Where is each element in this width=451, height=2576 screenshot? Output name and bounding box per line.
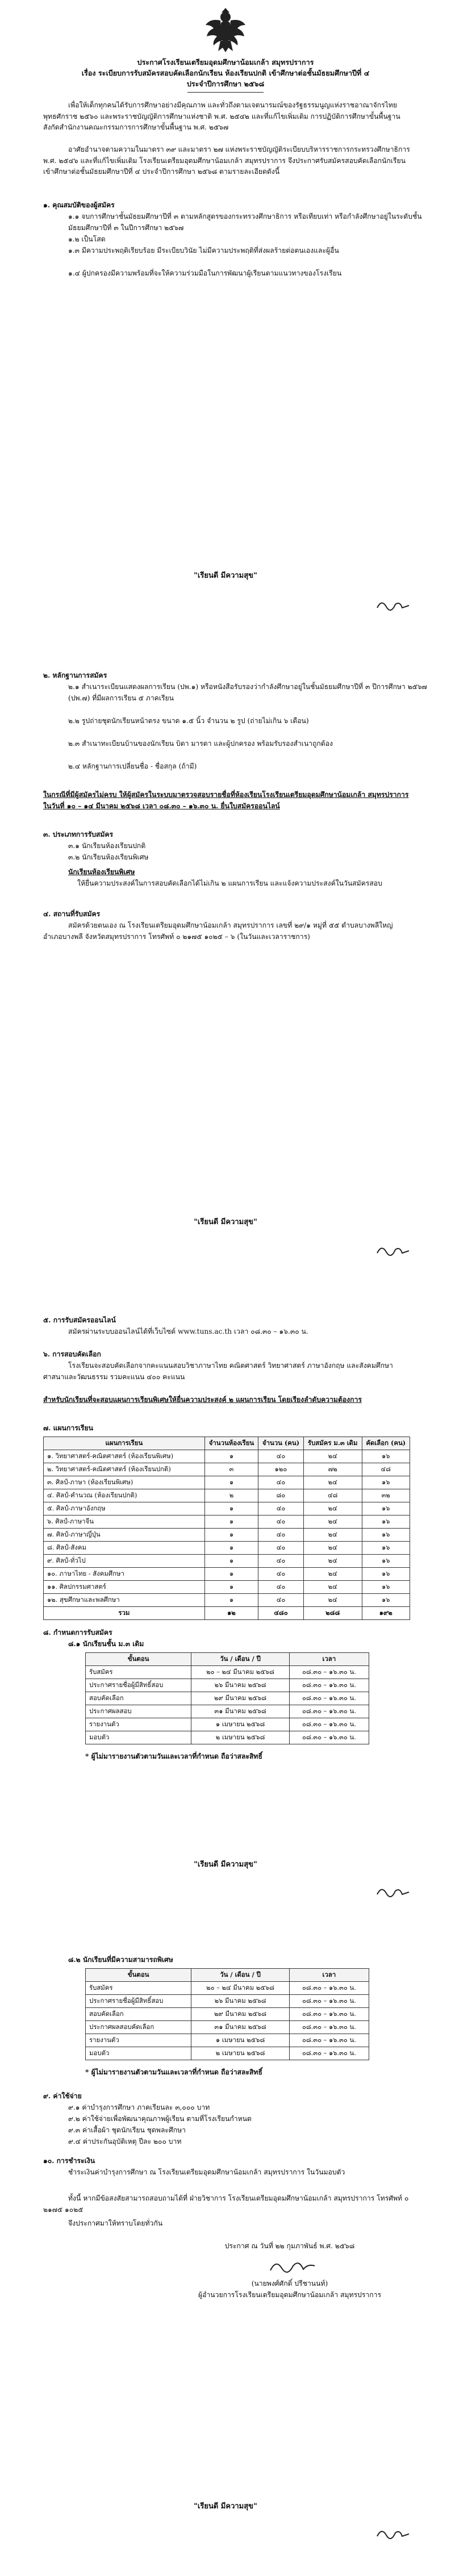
- table-cell: ๐๘.๓๐ – ๑๖.๓๐ น.: [289, 1982, 369, 1995]
- table-cell: ๐๘.๓๐ – ๑๖.๓๐ น.: [289, 1705, 369, 1718]
- table-row: [86, 2008, 369, 2021]
- plan-table: [43, 1437, 410, 1620]
- table-cell: ๑๖: [362, 1502, 410, 1515]
- table-row: [86, 1731, 369, 1744]
- table-row: [86, 1679, 369, 1692]
- table-row: [86, 2047, 369, 2060]
- table-cell: ๑๖: [362, 1568, 410, 1581]
- column-header: วัน / เดือน / ปี: [191, 1969, 289, 1982]
- section-1-item: ๑.๓ มีความประพฤติเรียบร้อย มีระเบียบวินัย ไม่มีความประพฤติที่ส่งผลร้ายต่อตนเองและผู้อื่น: [68, 247, 339, 254]
- table-cell: ๑๖: [362, 1529, 410, 1542]
- table-cell: ๑: [204, 1581, 258, 1594]
- section-3-note: ให้ยื่นความประสงค์ในการสอบคัดเลือกได้ไม่เกิน ๒ แผนการเรียน และแจ้งความประสงค์ในวันสมัครสอบ: [77, 879, 382, 887]
- table-cell: ๒๔: [303, 1581, 362, 1594]
- closing-paragraph: ทั้งนี้ หากมีข้อสงสัยสามารถสอบถามได้ที่ ฝ่ายวิชาการ โรงเรียนเตรียมอุดมศึกษาน้อมเกล้า สมุทรปราการ โทรศัพท์ ๐ ๒๑๗๕ ๑๐๒๕: [43, 2194, 409, 2214]
- section-4-title: ๔. สถานที่รับสมัคร: [43, 910, 101, 918]
- table-cell: ๑: [204, 1476, 258, 1489]
- section-9-item: ๙.๑ ค่าบำรุงการศึกษา ภาคเรียนละ ๓,๐๐๐ บาท: [68, 2103, 210, 2111]
- table-row: [44, 1463, 410, 1476]
- table-total-row: [44, 1607, 410, 1620]
- table-cell: รับสมัคร: [86, 1982, 191, 1995]
- table-row: [44, 1542, 410, 1555]
- notice-text: ในกรณีที่มีผู้สมัครไม่ครบ ให้ผู้สมัครในระบบมาตรวจสอบรายชื่อที่ห้องเรียนโรงเรียนเตรียมอุดมศึกษาน้อมเกล้า สมุทรปราการ ในวันที่ ๑๐ – ๑๔ มีนาคม ๒๕๖๘ เวลา ๐๘.๓๐ – ๑๖.๓๐ น. ยื่นใบสมัครออนไลน์: [43, 791, 409, 810]
- section-9-item: ๙.๓ ค่าเสื้อผ้า ชุดนักเรียน ชุดพละศึกษา: [68, 2126, 186, 2134]
- column-header: จำนวนห้องเรียน: [204, 1437, 258, 1450]
- schedule-2-subtitle: ๘.๒ นักเรียนที่มีความสามารถพิเศษ: [68, 1956, 173, 1964]
- table-row: [44, 1450, 410, 1463]
- table-cell: ๓๑ มีนาคม ๒๕๖๘: [191, 2021, 289, 2034]
- section-3-item: ๓.๑ นักเรียนห้องเรียนปกติ: [68, 842, 146, 850]
- table-cell: ประกาศผลสอบ: [86, 1705, 191, 1718]
- column-header: รับสมัคร ม.๓ เดิม: [303, 1437, 362, 1450]
- table-cell: ๔. ศิลป์-คำนวณ (ห้องเรียนปกติ): [44, 1489, 205, 1502]
- table-row: [86, 1718, 369, 1731]
- table-cell: ๒๔: [303, 1555, 362, 1568]
- table-cell: ๑๑. ศิลปกรรมศาสตร์: [44, 1581, 205, 1594]
- section-9-title: ๙. ค่าใช้จ่าย: [43, 2092, 82, 2100]
- table-cell: ๒. วิทยาศาสตร์-คณิตศาสตร์ (ห้องเรียนปกติ): [44, 1463, 205, 1476]
- table-cell: ๔๐: [258, 1594, 304, 1607]
- table-row: [86, 1982, 369, 1995]
- table-cell: รายงานตัว: [86, 2034, 191, 2047]
- section-2-item: ๒.๔ หลักฐานการเปลี่ยนชื่อ - ชื่อสกุล (ถ้ามี): [68, 762, 197, 770]
- table-row: [86, 2034, 369, 2047]
- director-signature: [267, 2256, 318, 2276]
- section-2-title: ๒. หลักฐานการสมัคร: [43, 671, 107, 679]
- table-cell: ๓๒: [362, 1489, 410, 1502]
- section-1-item: ๑.๒ เป็นโสด: [68, 235, 106, 243]
- table-row: [44, 1476, 410, 1489]
- table-cell: ๔๐: [258, 1476, 304, 1489]
- table-cell: ๑๖: [362, 1476, 410, 1489]
- table-cell: สอบคัดเลือก: [86, 2008, 191, 2021]
- table-cell: ๐๘.๓๐ – ๑๖.๓๐ น.: [289, 1679, 369, 1692]
- table-row: [86, 1705, 369, 1718]
- table-header-row: [44, 1437, 410, 1450]
- schedule-1-subtitle: ๘.๑ นักเรียนชั้น ม.๓ เดิม: [68, 1640, 144, 1648]
- section-10-title: ๑๐. การชำระเงิน: [43, 2157, 95, 2165]
- table-cell: ๒๐ – ๒๔ มีนาคม ๒๕๖๘: [191, 1982, 289, 1995]
- table-cell: ๑: [204, 1450, 258, 1463]
- schedule-1-table: [85, 1652, 369, 1744]
- table-cell: ๑: [204, 1594, 258, 1607]
- table-cell: ๑๖: [362, 1542, 410, 1555]
- column-header: ขั้นตอน: [86, 1969, 191, 1982]
- table-cell: ๑: [204, 1529, 258, 1542]
- signature-mark: [375, 2525, 411, 2542]
- table-row: [86, 1666, 369, 1679]
- table-cell: ๑: [204, 1555, 258, 1568]
- table-cell: ๑ เมษายน ๒๕๖๘: [191, 1718, 289, 1731]
- table-cell: ๔๐: [258, 1502, 304, 1515]
- table-cell: ๒๔: [303, 1568, 362, 1581]
- table-cell: ๒๔: [303, 1594, 362, 1607]
- table-cell: ๑. วิทยาศาสตร์-คณิตศาสตร์ (ห้องเรียนพิเศษ): [44, 1450, 205, 1463]
- table-cell: ประกาศรายชื่อผู้มีสิทธิ์สอบ: [86, 1995, 191, 2008]
- section-10-text: ชำระเงินค่าบำรุงการศึกษา ณ โรงเรียนเตรียมอุดมศึกษาน้อมเกล้า สมุทรปราการ ในวันมอบตัว: [68, 2168, 345, 2176]
- table-cell: ๒๙ มีนาคม ๒๕๖๘: [191, 1692, 289, 1705]
- table-cell: ๐๘.๓๐ – ๑๖.๓๐ น.: [289, 1666, 369, 1679]
- page-4: [0, 1934, 451, 2576]
- section-2-item: ๒.๒ รูปถ่ายชุดนักเรียนหน้าตรง ขนาด ๑.๕ นิ้ว จำนวน ๒ รูป (ถ่ายไม่เกิน ๖ เดือน): [68, 717, 309, 725]
- section-3-item: ๓.๒ นักเรียนห้องเรียนพิเศษ: [68, 853, 149, 861]
- section-4-text: สมัครด้วยตนเอง ณ โรงเรียนเตรียมอุดมศึกษาน้อมเกล้า สมุทรปราการ เลขที่ ๒๙/๑ หมู่ที่ ๕๕ ตำบลบางพลีใหญ่ อำเภอบางพลี จังหวัดสมุทรปราการ โทรศัพท์ ๐ ๒๑๗๕ ๑๐๒๕ – ๖ (ในวันและเวลาราชการ): [43, 921, 393, 941]
- title-divider: [187, 92, 264, 93]
- table-header-row: [86, 1653, 369, 1666]
- column-header: เวลา: [289, 1653, 369, 1666]
- table-cell: ๐๘.๓๐ – ๑๖.๓๐ น.: [289, 1995, 369, 2008]
- motto: "เรียนดี มีความสุข": [194, 1218, 257, 1226]
- table-cell: ๑๖: [362, 1581, 410, 1594]
- section-5-title: ๕. การรับสมัครออนไลน์: [43, 1316, 116, 1324]
- signer-name: (นายพงศ์ศักดิ์ ปรีชานนท์): [251, 2279, 328, 2287]
- intro-paragraph-2: อาศัยอำนาจตามความในมาตรา ๓๙ และมาตรา ๒๗ แห่งพระราชบัญญัติระเบียบบริหารราชการกระทรวงศึกษาธิการ พ.ศ. ๒๕๔๖ และที่แก้ไขเพิ่มเติม โรงเรียนเตรียมอุดมศึกษาน้อมเกล้า สมุทรปราการ จึงประกาศรับสมัครสอบคัดเลือกนักเรียนเข้าศึกษาต่อชั้นมัธยมศึกษาปีที่ ๔ ประจำปีการศึกษา ๒๕๖๘ ตามรายละเอียดดังนี้: [43, 145, 410, 176]
- table-cell: ๐๘.๓๐ – ๑๖.๓๐ น.: [289, 2008, 369, 2021]
- table-cell: รวม: [44, 1607, 205, 1620]
- signature-mark: [375, 596, 411, 613]
- table-cell: รับสมัคร: [86, 1666, 191, 1679]
- table-cell: ๒๔: [303, 1542, 362, 1555]
- table-cell: ประกาศรายชื่อผู้มีสิทธิ์สอบ: [86, 1679, 191, 1692]
- table-cell: ๓๑ มีนาคม ๒๕๖๘: [191, 1705, 289, 1718]
- section-5-text: สมัครผ่านระบบออนไลน์ได้ที่เว็บไซต์ www.tuns.ac.th เวลา ๐๘.๓๐ – ๑๖.๓๐ น.: [68, 1327, 308, 1335]
- section-6-title: ๖. การสอบคัดเลือก: [43, 1350, 101, 1358]
- table-row: [44, 1594, 410, 1607]
- table-cell: ๑๐. ภาษาไทย - สังคมศึกษา: [44, 1568, 205, 1581]
- table-cell: ๐๘.๓๐ – ๑๖.๓๐ น.: [289, 2047, 369, 2060]
- section-1-item: ๑.๔ ผู้ปกครองมีความพร้อมที่จะให้ความร่วมมือในการพัฒนาผู้เรียนตามแนวทางของโรงเรียน: [68, 269, 342, 277]
- table-cell: ๒ เมษายน ๒๕๖๘: [191, 2047, 289, 2060]
- table-cell: ๑๒: [204, 1607, 258, 1620]
- table-cell: ๒๔: [303, 1515, 362, 1529]
- signature-mark: [375, 1883, 411, 1900]
- page-3: [0, 1292, 451, 1934]
- table-cell: ๔๘๐: [258, 1607, 304, 1620]
- table-cell: ๕. ศิลป์-ภาษาอังกฤษ: [44, 1502, 205, 1515]
- table-cell: ๒ เมษายน ๒๕๖๘: [191, 1731, 289, 1744]
- table-cell: ๑: [204, 1502, 258, 1515]
- table-header-row: [86, 1969, 369, 1982]
- motto: "เรียนดี มีความสุข": [194, 571, 257, 580]
- section-9-item: ๙.๒ ค่าใช้จ่ายเพื่อพัฒนาคุณภาพผู้เรียน ตามที่โรงเรียนกำหนด: [68, 2115, 252, 2123]
- table-cell: ๓. ศิลป์-ภาษา (ห้องเรียนพิเศษ): [44, 1476, 205, 1489]
- table-row: [86, 1692, 369, 1705]
- table-cell: มอบตัว: [86, 2047, 191, 2060]
- table-cell: ๑: [204, 1568, 258, 1581]
- table-row: [44, 1568, 410, 1581]
- table-cell: ๙. ศิลป์-ทั่วไป: [44, 1555, 205, 1568]
- column-header: ขั้นตอน: [86, 1653, 191, 1666]
- motto: "เรียนดี มีความสุข": [194, 2502, 257, 2511]
- date-line: ประกาศ ณ วันที่ ๒๒ กุมภาพันธ์ พ.ศ. ๒๕๖๘: [224, 2242, 355, 2250]
- table-cell: ประกาศผลสอบคัดเลือก: [86, 2021, 191, 2034]
- section-1-item: ๑.๑ จบการศึกษาชั้นมัธยมศึกษาปีที่ ๓ ตามหลักสูตรของกระทรวงศึกษาธิการ หรือเทียบเท่า หรือกำลังศึกษาอยู่ในระดับชั้นมัธยมศึกษาปีที่ ๓ ในปีการศึกษา ๒๕๖๗: [68, 212, 422, 232]
- table-row: [44, 1502, 410, 1515]
- column-header: จำนวน (คน): [258, 1437, 304, 1450]
- section-1-title: ๑. คุณสมบัติของผู้สมัคร: [43, 201, 115, 209]
- section-3-title: ๓. ประเภทการรับสมัคร: [43, 830, 114, 838]
- table-cell: ๐๘.๓๐ – ๑๖.๓๐ น.: [289, 1731, 369, 1744]
- motto: "เรียนดี มีความสุข": [194, 1860, 257, 1869]
- section-3-note-title: นักเรียนห้องเรียนพิเศษ: [68, 868, 135, 876]
- table-cell: ๑๒. สุขศึกษาและพลศึกษา: [44, 1594, 205, 1607]
- table-cell: ๒: [204, 1489, 258, 1502]
- table-cell: ๔๘: [362, 1463, 410, 1476]
- table-cell: ๔๐: [258, 1515, 304, 1529]
- table-cell: ๐๘.๓๐ – ๑๖.๓๐ น.: [289, 2021, 369, 2034]
- table-cell: มอบตัว: [86, 1731, 191, 1744]
- table-cell: ๑๖: [362, 1450, 410, 1463]
- table-cell: ๔๐: [258, 1542, 304, 1555]
- document-title: ประกาศโรงเรียนเตรียมอุดมศึกษาน้อมเกล้า สมุทรปราการ: [137, 58, 314, 66]
- table-cell: ๐๘.๓๐ – ๑๖.๓๐ น.: [289, 2034, 369, 2047]
- garuda-emblem: [204, 8, 247, 52]
- table-cell: ๗๒: [303, 1463, 362, 1476]
- schedule-1-note: * ผู้ไม่มารายงานตัวตามวันและเวลาที่กำหนด ถือว่าสละสิทธิ์: [85, 1752, 262, 1760]
- schedule-title: ๘. กำหนดการรับสมัคร: [43, 1629, 112, 1636]
- column-header: แผนการเรียน: [44, 1437, 205, 1450]
- closing-line: จึงประกาศมาให้ทราบโดยทั่วกัน: [68, 2219, 163, 2227]
- schedule-2-table: [85, 1968, 369, 2060]
- column-header: คัดเลือก (คน): [362, 1437, 410, 1450]
- table-row: [86, 2021, 369, 2034]
- table-cell: ๒๙ มีนาคม ๒๕๖๘: [191, 2008, 289, 2021]
- table-row: [86, 1995, 369, 2008]
- table-cell: รายงานตัว: [86, 1718, 191, 1731]
- page-1: [0, 0, 451, 648]
- table-cell: ๐๘.๓๐ – ๑๖.๓๐ น.: [289, 1692, 369, 1705]
- table-cell: ๑๖: [362, 1555, 410, 1568]
- table-cell: ๒๘๘: [303, 1607, 362, 1620]
- table-cell: ๑: [204, 1542, 258, 1555]
- column-header: วัน / เดือน / ปี: [191, 1653, 289, 1666]
- table-row: [44, 1529, 410, 1542]
- table-cell: ๑๖: [362, 1594, 410, 1607]
- plan-table-title: ๗. แผนการเรียน: [43, 1424, 93, 1432]
- section-6-note: สำหรับนักเรียนที่จะสอบแผนการเรียนพิเศษให้ยื่นความประสงค์ ๒ แผนการเรียน โดยเรียงลำดับความต้องการ: [43, 1396, 362, 1404]
- table-cell: ๒๖ มีนาคม ๒๕๖๘: [191, 1995, 289, 2008]
- intro-paragraph-1: เพื่อให้เด็กทุกคนได้รับการศึกษาอย่างมีคุณภาพ และทั่วถึงตามเจตนารมณ์ของรัฐธรรมนูญแห่งราชอาณาจักรไทย พุทธศักราช ๒๕๖๐ และพระราชบัญญัติการศึกษาแห่งชาติ พ.ศ. ๒๕๔๒ และที่แก้ไขเพิ่มเติม การปฏิบัติการศึกษาขั้นพื้นฐานสังกัดสำนักงานคณะกรรมการการศึกษาขั้นพื้นฐาน พ.ศ. ๒๕๖๗: [43, 101, 400, 131]
- table-row: [44, 1555, 410, 1568]
- table-cell: ๖. ศิลป์-ภาษาจีน: [44, 1515, 205, 1529]
- table-cell: ๓: [204, 1463, 258, 1476]
- table-cell: ๐๘.๓๐ – ๑๖.๓๐ น.: [289, 1718, 369, 1731]
- table-row: [44, 1515, 410, 1529]
- schedule-2-note: * ผู้ไม่มารายงานตัวตามวันและเวลาที่กำหนด ถือว่าสละสิทธิ์: [85, 2068, 262, 2076]
- table-cell: ๔๘: [303, 1489, 362, 1502]
- table-cell: ๒๔: [303, 1529, 362, 1542]
- table-cell: ๑ เมษายน ๒๕๖๘: [191, 2034, 289, 2047]
- table-cell: ๒๐ – ๒๔ มีนาคม ๒๕๖๘: [191, 1666, 289, 1679]
- table-cell: ๔๐: [258, 1555, 304, 1568]
- table-cell: ๑๖: [362, 1515, 410, 1529]
- signer-title: ผู้อำนวยการโรงเรียนเตรียมอุดมศึกษาน้อมเกล้า สมุทรปราการ: [198, 2291, 382, 2299]
- table-cell: ๑๙๒: [362, 1607, 410, 1620]
- table-cell: ๘. ศิลป์-สังคม: [44, 1542, 205, 1555]
- table-cell: ๘๐: [258, 1489, 304, 1502]
- table-cell: ๔๐: [258, 1581, 304, 1594]
- table-cell: สอบคัดเลือก: [86, 1692, 191, 1705]
- column-header: เวลา: [289, 1969, 369, 1982]
- table-cell: ๑๒๐: [258, 1463, 304, 1476]
- table-cell: ๔๐: [258, 1568, 304, 1581]
- document-subject: เรื่อง ระเบียบการรับสมัครสอบคัดเลือกนักเรียน ห้องเรียนปกติ เข้าศึกษาต่อชั้นมัธยมศึกษาปีที่ ๔: [81, 69, 370, 77]
- page-2: [0, 648, 451, 1292]
- table-row: [44, 1489, 410, 1502]
- table-cell: ๔๐: [258, 1529, 304, 1542]
- signature-mark: [375, 1242, 411, 1259]
- table-cell: ๔๐: [258, 1450, 304, 1463]
- section-2-item: ๒.๑ สำเนาระเบียนแสดงผลการเรียน (ปพ.๑) หรือหนังสือรับรองว่ากำลังศึกษาอยู่ในชั้นมัธยมศึกษาปีที่ ๓ ปีการศึกษา ๒๕๖๗ (ปพ.๗) ที่มีผลการเรียน ๕ ภาคเรียน: [68, 683, 427, 702]
- table-cell: ๒๖ มีนาคม ๒๕๖๘: [191, 1679, 289, 1692]
- table-cell: ๒๔: [303, 1476, 362, 1489]
- section-6-text: โรงเรียนจะสอบคัดเลือกจากคะแนนสอบวิชาภาษาไทย คณิตศาสตร์ วิทยาศาสตร์ ภาษาอังกฤษ และสังคมศึกษา ศาสนาและวัฒนธรรม รวมคะแนน ๔๐๐ คะแนน: [43, 1362, 393, 1381]
- table-cell: ๒๔: [303, 1502, 362, 1515]
- document-subject-year: ประจำปีการศึกษา ๒๕๖๘: [186, 80, 265, 88]
- table-cell: ๗. ศิลป์-ภาษาญี่ปุ่น: [44, 1529, 205, 1542]
- section-2-item: ๒.๓ สำเนาทะเบียนบ้านของนักเรียน บิดา มารดา และผู้ปกครอง พร้อมรับรองสำเนาถูกต้อง: [68, 740, 333, 748]
- table-row: [44, 1581, 410, 1594]
- section-9-item: ๙.๔ ค่าประกันอุบัติเหตุ ปีละ ๒๐๐ บาท: [68, 2137, 182, 2145]
- table-cell: ๒๔: [303, 1450, 362, 1463]
- table-cell: ๑: [204, 1515, 258, 1529]
